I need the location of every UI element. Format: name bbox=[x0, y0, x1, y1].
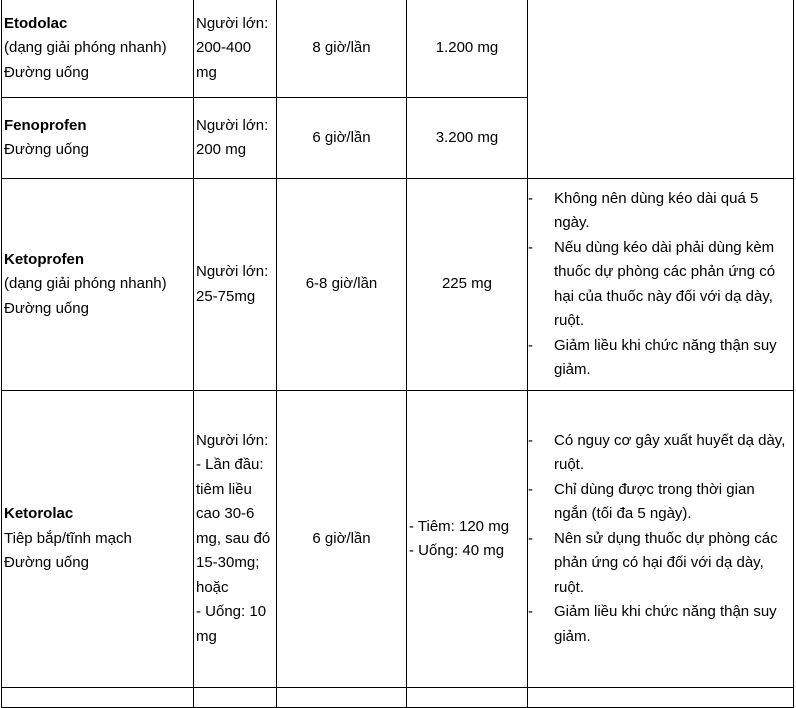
note-item: - Giảm liều khi chức năng thận suy giảm. bbox=[528, 603, 777, 645]
note-item: - Chỉ dùng được trong thời gian ngắn (tối đa 5 ngày). bbox=[528, 480, 755, 523]
max-dose-cell: 1.200 mg bbox=[407, 0, 528, 98]
drug-route: Đường uống bbox=[4, 554, 89, 572]
drug-cell bbox=[2, 98, 194, 179]
drug-cell bbox=[2, 0, 194, 98]
dose-cell: Người lớn: 200 mg bbox=[194, 98, 277, 179]
drug-cell bbox=[2, 391, 194, 688]
notes-cell-empty bbox=[528, 0, 794, 179]
dose-cell: Người lớn: 200-400 mg bbox=[194, 0, 277, 98]
drug-route: Đường uống bbox=[4, 141, 89, 158]
note-item: - Nếu dùng kéo dài phải dùng kèm thuốc dự phòng các phản ứng có hại của thuốc này đối với dạ dày, ruột. bbox=[528, 238, 776, 329]
table-row-ketoprofen bbox=[2, 179, 794, 391]
interval-cell: 6-8 giờ/lần bbox=[277, 179, 407, 391]
note-item: - Giảm liều khi chức năng thận suy giảm. bbox=[528, 336, 777, 378]
note-item: - Nên sử dụng thuốc dự phòng các phản ứng có hại đối với dạ dày, ruột. bbox=[528, 529, 778, 596]
notes-cell bbox=[528, 391, 794, 688]
drug-detail: (dạng giải phóng nhanh) bbox=[4, 275, 167, 293]
max-dose-cell: - Tiêm: 120 mg - Uống: 40 mg bbox=[407, 391, 528, 688]
drug-detail: (dạng giải phóng nhanh) bbox=[4, 39, 167, 57]
drug-route: Đường uống bbox=[4, 299, 89, 317]
dose-cell: Người lớn: 25-75mg bbox=[194, 179, 277, 391]
dose-cell: Người lớn: - Lần đầu: tiêm liều cao 30-6 mg, sau đó 15-30mg; hoặc - Uống: 10 mg bbox=[194, 391, 277, 688]
drug-dosage-table bbox=[1, 0, 794, 708]
drug-name: Ketoprofen bbox=[4, 250, 84, 268]
drug-name: Etodolac bbox=[4, 14, 68, 32]
max-dose-cell: 3.200 mg bbox=[407, 98, 528, 179]
interval-cell: 6 giờ/lần bbox=[277, 98, 407, 179]
notes-cell bbox=[528, 179, 794, 391]
max-dose-cell: 225 mg bbox=[407, 179, 528, 391]
drug-name: Fenoprofen bbox=[4, 116, 87, 134]
table-row-ketorolac bbox=[2, 391, 794, 688]
drug-route: Đường uống bbox=[4, 63, 89, 81]
note-item: - Có nguy cơ gây xuất huyết dạ dày, ruột. bbox=[528, 431, 786, 474]
drug-name: Ketorolac bbox=[4, 505, 74, 523]
note-item: - Không nên dùng kéo dài quá 5 ngày. bbox=[528, 189, 759, 231]
drug-cell bbox=[2, 179, 194, 391]
interval-cell: 8 giờ/lần bbox=[277, 0, 407, 98]
drug-route: Tiêp bắp/tĩnh mạch bbox=[4, 529, 132, 547]
table-row-etodolac bbox=[2, 0, 794, 98]
interval-cell: 6 giờ/lần bbox=[277, 391, 407, 688]
